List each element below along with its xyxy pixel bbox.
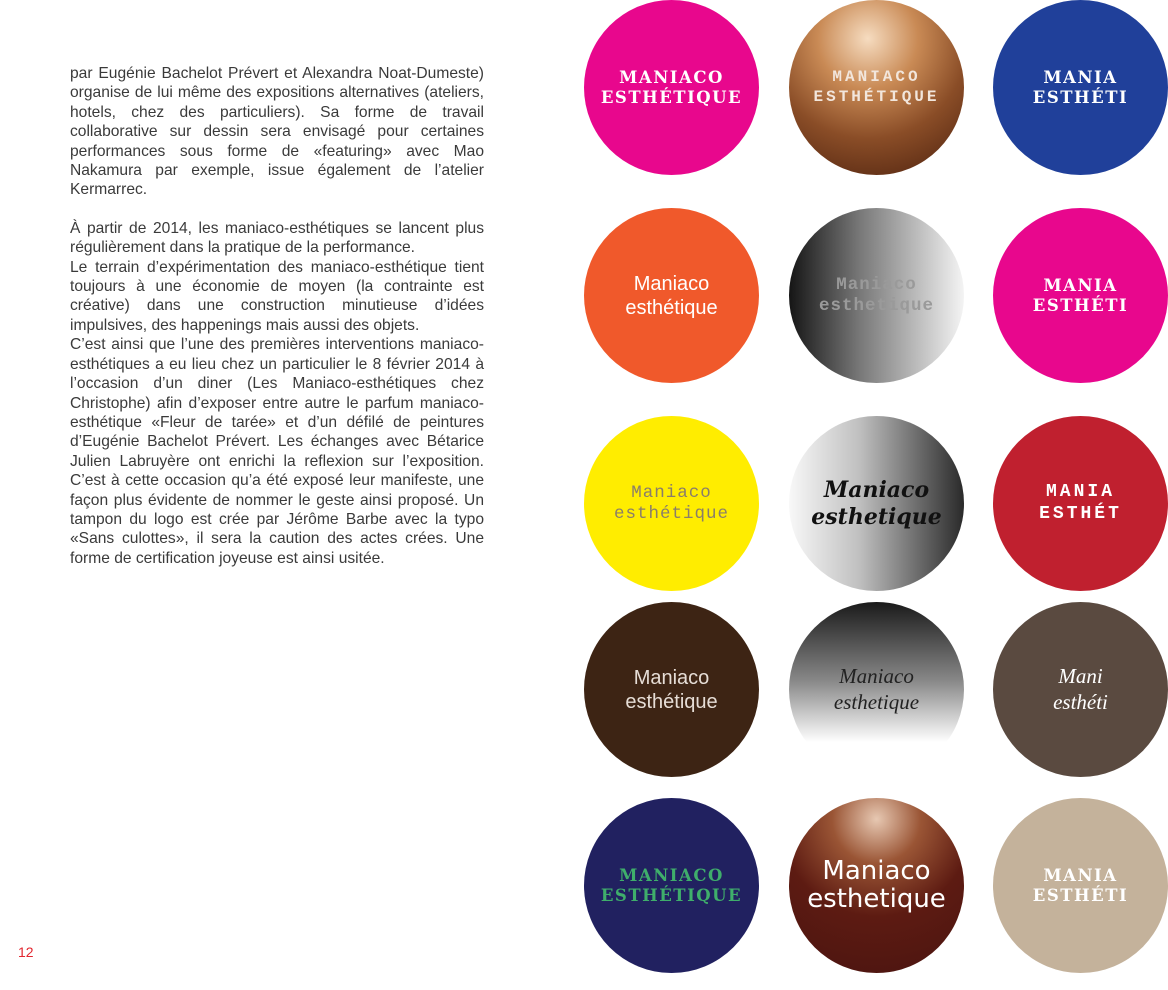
logo-line: Maniaco <box>823 477 930 504</box>
logo-circle <box>993 208 1168 383</box>
paragraph: Le terrain d’expérimentation des maniaco-esthétique tient toujours à une économie de moyen (la contrainte est créative) dans une construction minutieuse d’idées impulsives, des happenings mais aussi des objets. <box>70 258 484 334</box>
logo-line: ESTHÉTIQUE <box>813 87 940 106</box>
logo-line: MANIA <box>1043 865 1118 885</box>
page-number: 12 <box>18 944 34 960</box>
logo-line: esthétique <box>625 296 718 319</box>
logo-line: esthetique <box>811 503 942 530</box>
logo-line: Maniaco <box>631 482 712 503</box>
logo-line: MANIA <box>1043 275 1118 295</box>
logo-line: MANIACO <box>619 67 724 87</box>
logo-circle <box>584 0 759 175</box>
logo-line: Mani <box>1058 664 1103 689</box>
logo-circle <box>789 798 964 973</box>
logo-circle <box>584 208 759 383</box>
logo-line: esthetique <box>833 689 920 714</box>
logo-circle <box>584 602 759 777</box>
logo-line: MANIA <box>1043 67 1118 87</box>
logo-circle <box>993 416 1168 591</box>
logo-line: esthetique <box>818 295 935 316</box>
logo-line: Maniaco <box>633 272 710 295</box>
paragraph: À partir de 2014, les maniaco-esthétiques se lancent plus régulièrement dans la pratique de la performance. <box>70 219 484 257</box>
paragraph: par Eugénie Bachelot Prévert et Alexandra Noat-Dumeste) organise de lui même des expositions alternatives (ateliers, hotels, chez des particuliers). Sa forme de travail collaborative sur dessin sera envisagé pour certaines performances sous forme de «featuring» avec Mao Nakamura par exemple, issue également de l’atelier Kermarrec. <box>70 65 484 199</box>
logo-line: ESTHÉTI <box>1032 885 1129 905</box>
logo-circle <box>584 798 759 973</box>
logo-circle <box>993 798 1168 973</box>
logo-line: ESTHÉT <box>1039 503 1122 524</box>
logo-circle <box>789 208 964 383</box>
logo-line: MANIACO <box>832 68 921 87</box>
logo-circle <box>789 602 964 777</box>
logo-line: esthéti <box>1053 689 1108 714</box>
logo-circle <box>993 602 1168 777</box>
paragraph: C’est ainsi que l’une des premières interventions maniaco-esthétiques a eu lieu chez un particulier le 8 février 2014 à l’occasion d’un diner (Les Maniaco-esthétiques chez Christophe) afin d’exposer entre autre le parfum maniaco-esthétique «Fleur de tarée» et d’un défilé de peintures d’Eugénie Bachelot Prévert. Les échanges avec Bétarice Julien Labruyère ont enrichi la reflexion sur l’exposition. C’est à cette occasion qu’a été exposé leur manifeste, une façon plus évidente de nommer le geste ainsi proposé. Un tampon du logo est crée par Jérôme Barbe avec la typo «Sans culottes», il sera la caution des actes crées. Une forme de certification joyeuse est ainsi usitée. <box>70 336 484 567</box>
logo-variations-grid <box>584 0 1129 990</box>
logo-line: Maniaco <box>822 856 931 887</box>
logo-line: Maniaco <box>839 664 914 689</box>
logo-line: ESTHÉTIQUE <box>600 885 743 905</box>
logo-line: esthétique <box>613 503 730 524</box>
logo-circle <box>789 0 964 175</box>
logo-line: ESTHÉTI <box>1032 87 1129 107</box>
logo-line: esthetique <box>807 883 946 914</box>
body-text-column <box>70 64 484 568</box>
logo-line: MANIA <box>1045 481 1115 502</box>
logo-line: MANIACO <box>619 865 724 885</box>
logo-line: Maniaco <box>633 666 710 689</box>
logo-circle <box>789 416 964 591</box>
logo-line: ESTHÉTI <box>1032 295 1129 315</box>
logo-line: esthétique <box>625 690 718 713</box>
logo-circle <box>584 416 759 591</box>
logo-line: Maniaco <box>836 274 917 295</box>
logo-line: ESTHÉTIQUE <box>600 87 743 107</box>
logo-circle <box>993 0 1168 175</box>
